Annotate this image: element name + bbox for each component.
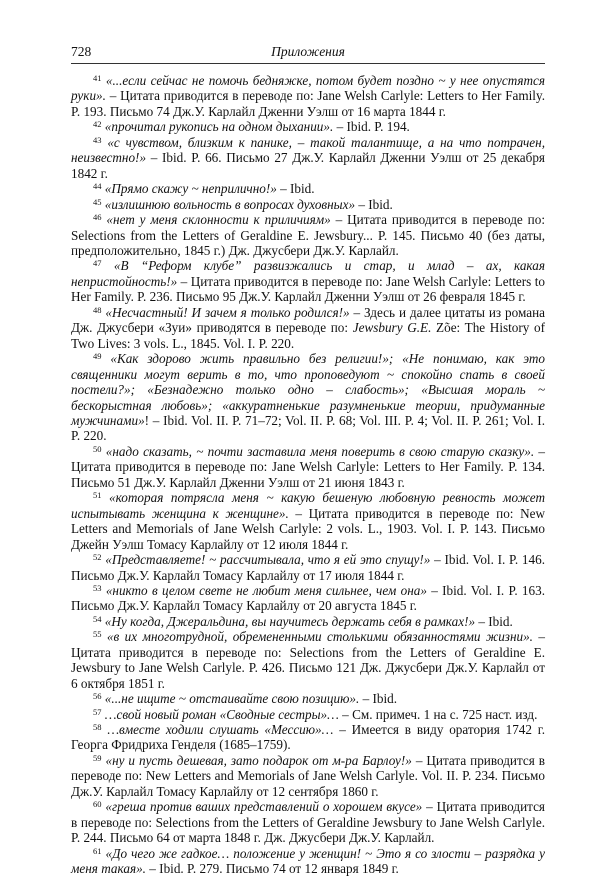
citation-text: – Ibid. Vol. I. P. 163. Письмо Дж.У. Карлайл Томасу Карлайлу от 20 августа 1845 г. [71,582,546,614]
quoted-text: «До чего же гадкое… положение у женщин! ~ Это я со злости – разрядка у меня такая». [71,845,546,877]
citation-text: – Ibid. Vol. I. P. 146. Письмо Дж.У. Карлайл Томасу Карлайлу от 17 июля 1844 г. [71,552,546,583]
footnote-number: 51 [93,490,102,501]
quoted-text: «...если сейчас не помочь бедняжке, потом будет поздно ~ у нее опустятся руки». [71,73,546,104]
footnote-number: 43 [93,134,102,145]
quoted-text: «нет у меня склонности к приличиям» [106,212,331,228]
footnote-42 [71,119,545,134]
footnote-number: 46 [93,212,102,223]
quoted-text: …вместе ходили слушать «Мессию»… [107,722,334,738]
quoted-text: «прочитал рукопись на одном дыхании». [104,119,334,135]
citation-text: – Цитата приводится в переводе по: Jane Welsh Carlyle: Letters to Her Family. P. 134. Письмо 51 Дж.У. Карлайл Дженни Уэлш от 21 июня 1843 г. [71,443,546,490]
footnote-45 [71,197,545,212]
citation-text: – См. примеч. 1 на с. 725 наст. изд. [338,706,538,722]
footnote-number: 44 [93,181,102,192]
footnote-number: 53 [93,582,102,593]
quoted-text: Jewsbury G.E. [352,320,432,336]
quoted-text: «Как здорово жить правильно без религии!»; «Не понимаю, как это священники могут верить в то, что проповедуют ~ спокойно спать в своей постели?»; «Безнадежно только одно – слабость»; «Высшая мораль ~ бескорыстная любовь»; «аккуратненькие разумненькие теории, придуманные мужчинами» [71,351,545,428]
citation-text: – Цитата приводится в переводе по: Selections from the Letters of Geraldine Jewsbury to Jane Welsh Carlyle. P. 244. Письмо 64 от марта 1848 г. Дж. Джусбери Дж.У. Карлайл. [71,799,546,846]
citation-text: – Ibid. P. 194. [333,119,410,135]
quoted-text: «...не ищите ~ отстаивайте свою позицию». [104,691,360,707]
citation-text: – Цитата приводится в переводе по: Selections from the Letters of Geraldine E. Jewsbury to Jane Welsh Carlyle. P. 426. Письмо 121 Дж. Джусбери Дж.У. Карлайл от 6 октября 1851 г. [71,629,545,691]
footnote-number: 45 [93,196,102,207]
footnote-59 [71,753,545,799]
citation-text: – Ibid. P. 279. Письмо 74 от 12 января 1849 г. [145,861,399,877]
footnote-number: 49 [93,351,102,362]
citation-text: – Цитата приводится в переводе по: Jane Welsh Carlyle: Letters to Her Family. P. 193. Письмо 74 Дж.У. Карлайл Дженни Уэлш от 16 марта 1844 г. [71,88,545,119]
footnotes-list [71,73,545,877]
footnote-number: 54 [93,613,102,624]
quoted-text: «греша против ваших представлений о хорошем вкусе» [105,799,423,815]
footnote-56 [71,691,545,706]
quoted-text: «с чувством, близким к панике, – такой талантище, а на что потрачен, неизвестно!» [71,134,545,166]
footnote-43 [71,135,545,181]
footnote-52 [71,552,545,583]
citation-text: – Здесь и далее цитаты из романа Дж. Джусбери «Зуи» приводятся в переводе по: [71,304,545,336]
citation-text: Zõe: The History of Two Lives: 3 vols. L., 1845. Vol. I. P. 220. [71,320,546,351]
footnote-50 [71,444,545,490]
footnote-51 [71,490,545,552]
quoted-text: «Ну когда, Джеральдина, вы научитесь держать себя в рамках!» [104,613,476,629]
footnote-53 [71,583,545,614]
quoted-text: «ну и пусть дешевая, зато подарок от м-ра Барлоу!» [105,752,412,768]
quoted-text: …свой новый роман «Сводные сестры»… [104,706,339,722]
quoted-text: «которая потрясла меня ~ какую бешеную любовную ревность может испытывать женщина к женщине». [71,490,545,521]
citation-text: – Цитата приводится в переводе по: Jane Welsh Carlyle: Letters to Her Family. P. 236. Письмо 95 Дж.У. Карлайл Дженни Уэлш от 26 февраля 1845 г. [71,273,545,305]
citation-text: – Цитата приводится в переводе по: New Letters and Memorials of Jane Welsh Carlyle. Vol. II. P. 234. Письмо Дж.У. Карлайл Томасу Карлайлу от 12 сентября 1860 г. [71,752,546,799]
section-title: Приложения [271,44,345,59]
citation-text: – Ibid. [355,196,393,212]
footnote-number: 56 [93,691,102,702]
quoted-text: «Представляете! ~ рассчитывала, что я ей это спущу!» [105,552,431,568]
footnote-47 [71,258,545,304]
citation-text: – Ibid. P. 66. Письмо 27 Дж.У. Карлайл Дженни Уэлш от 25 декабря 1842 г. [71,150,545,181]
footnote-number: 52 [93,552,102,563]
quoted-text: «излишнюю вольность в вопросах духовных» [104,196,356,212]
citation-text: – Имеется в виду оратория 1742 г. Георга Фридриха Генделя (1685–1759). [71,722,545,753]
footnote-number: 42 [93,119,102,130]
citation-text: – Цитата приводится в переводе по: New Letters and Memorials of Jane Welsh Carlyle: 2 vols. L., 1903. Vol. I. P. 143. Письмо Джейн Уэлш Томасу Карлайлу от 12 июля 1844 г. [71,505,545,552]
footnote-number: 60 [93,799,102,810]
footnote-60 [71,799,545,845]
footnote-number: 47 [93,258,102,269]
footnote-number: 48 [93,304,102,315]
quoted-text: «Несчастный! И зачем я только родился!» [105,304,350,320]
footnote-number: 55 [93,629,102,640]
running-header [71,44,545,64]
citation-text: – Цитата приводится в переводе по: Selections from the Letters of Geraldine E. Jewsbury... P. 145. Письмо 40 (без даты, предположительно, 1845 г.) Дж. Джусбери Дж.У. Карлайл. [71,212,545,258]
quoted-text: «в их многотрудной, обремененными столькими обязанностями жизни». [106,629,533,645]
footnote-number: 59 [93,752,102,763]
quoted-text: «Прямо скажу ~ неприлично!» [104,181,277,197]
footnote-44 [71,181,545,196]
citation-text: – Ibid. [276,181,315,197]
footnote-number: 57 [93,706,102,717]
quoted-text: «никто в целом свете не любит меня сильнее, чем она» [105,582,427,598]
footnote-58 [71,722,545,753]
footnote-61 [71,846,545,877]
footnote-57 [71,707,545,722]
footnote-49 [71,351,545,444]
citation-text: – Ibid. [359,691,398,707]
footnote-41 [71,73,545,119]
footnote-number: 61 [93,845,102,856]
footnote-46 [71,212,545,258]
footnote-55 [71,629,545,691]
footnote-number: 58 [93,722,102,733]
footnote-48 [71,305,545,351]
citation-text: – Ibid. [475,613,513,629]
page-number: 728 [71,44,92,59]
quoted-text: «надо сказать, ~ почти заставила меня поверить в свою старую сказку». [105,443,535,459]
footnote-number: 50 [93,443,102,454]
footnote-number: 41 [93,73,102,83]
quoted-text: «В “Реформ клубе” развизжались и стар, и млад – ах, какая непристойность!» [71,258,545,289]
citation-text: ! – Ibid. Vol. II. P. 71–72; Vol. II. P. 68; Vol. III. P. 4; Vol. II. P. 261; Vol. I. P. 220. [71,412,545,444]
footnote-54 [71,614,545,629]
